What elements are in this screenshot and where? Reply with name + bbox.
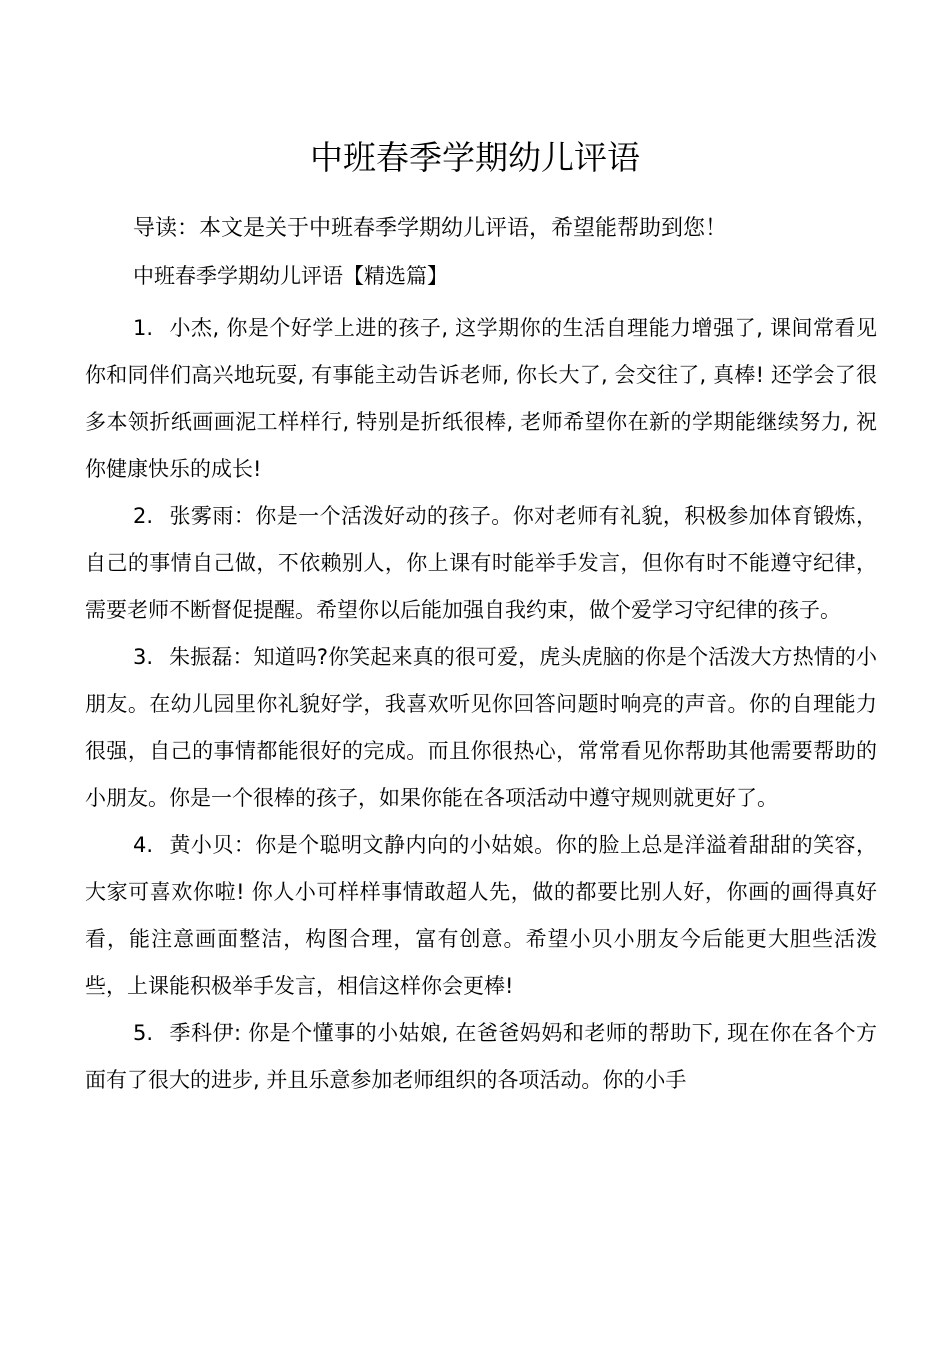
item-number: 3.	[133, 645, 154, 669]
item-number: 4.	[133, 833, 154, 857]
comment-item-2	[85, 493, 877, 634]
item-text: 朱振磊：知道吗?你笑起来真的很可爱，虎头虎脑的你是个活泼大方热情的小朋友。在幼儿园里你礼貌好学，我喜欢听见你回答问题时响亮的声音。你的自理能力很强，自己的事情都能很好的完成。而且你很热心，常常看见你帮助其他需要帮助的小朋友。你是一个很棒的孩子，如果你能在各项活动中遵守规则就更好了。	[85, 645, 877, 810]
comment-item-1	[85, 305, 877, 493]
item-number: 1.	[133, 316, 154, 340]
item-text: 黄小贝：你是个聪明文静内向的小姑娘。你的脸上总是洋溢着甜甜的笑容，大家可喜欢你啦! 你人小可样样事情敢超人先，做的都要比别人好，你画的画得真好看，能注意画面整洁，构图合理，富有创意。希望小贝小朋友今后能更大胆些活泼些，上课能积极举手发言，相信这样你会更棒!	[85, 833, 877, 998]
item-text: 张雾雨：你是一个活泼好动的孩子。你对老师有礼貌，积极参加体育锻炼，自己的事情自己做，不依赖别人，你上课有时能举手发言，但你有时不能遵守纪律，需要老师不断督促提醒。希望你以后能加强自我约束，做个爱学习守纪律的孩子。	[85, 504, 877, 622]
section-heading: 中班春季学期幼儿评语【精选篇】	[133, 264, 448, 288]
item-text: 小杰, 你是个好学上进的孩子, 这学期你的生活自理能力增强了, 课间常看见你和同伴们高兴地玩耍, 有事能主动告诉老师, 你长大了, 会交往了, 真棒! 还学会了很多本领折纸画画泥工样样行, 特别是折纸很棒, 老师希望你在新的学期能继续努力, 祝你健康快乐的成长!	[85, 316, 877, 481]
page-title: 中班春季学期幼儿评语	[310, 138, 640, 177]
comment-list	[85, 305, 877, 1104]
comment-item-5	[85, 1010, 877, 1104]
comment-item-3	[85, 634, 877, 822]
item-number: 2.	[133, 504, 154, 528]
intro-text: 导读：本文是关于中班春季学期幼儿评语，希望能帮助到您！	[133, 216, 728, 241]
comment-item-4	[85, 822, 877, 1010]
item-number: 5.	[133, 1021, 154, 1045]
item-text: 季科伊: 你是个懂事的小姑娘, 在爸爸妈妈和老师的帮助下, 现在你在各个方面有了很大的进步, 并且乐意参加老师组织的各项活动。你的小手	[85, 1021, 877, 1092]
